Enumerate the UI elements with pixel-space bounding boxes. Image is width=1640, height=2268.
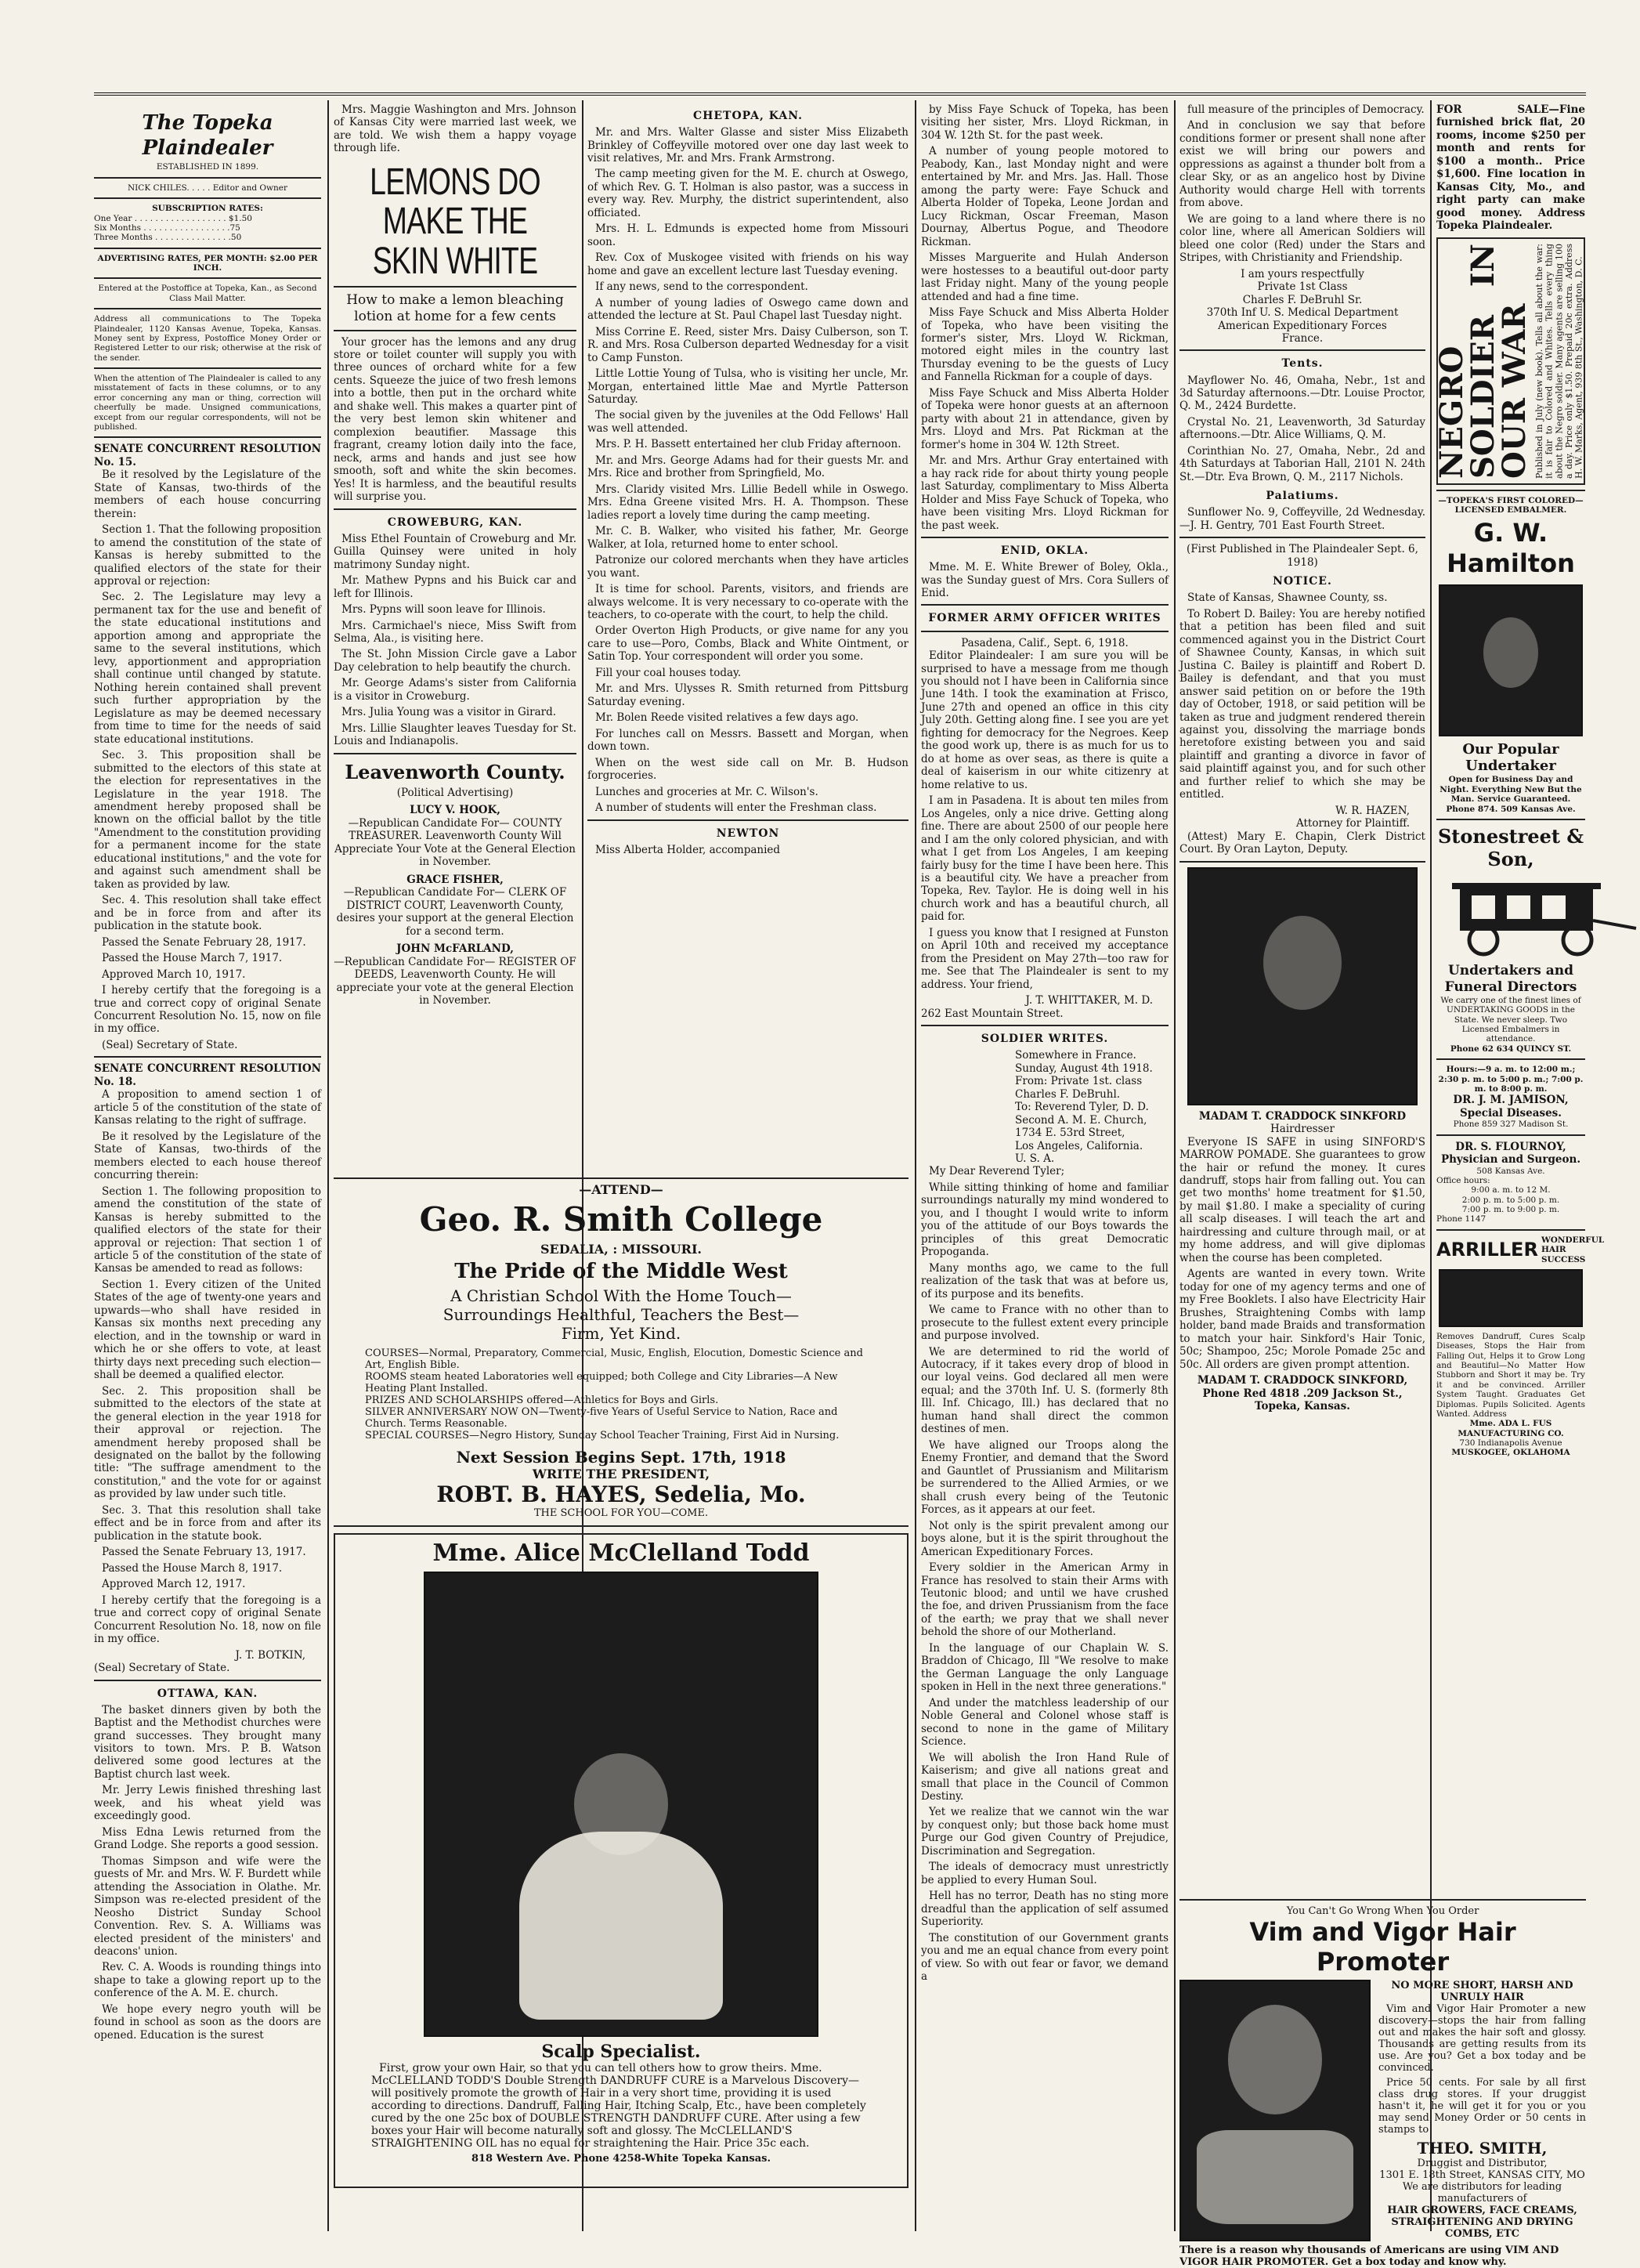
lemons-subhead: How to make a lemon bleaching lotion at home for a few cents <box>346 292 564 324</box>
paragraph: I hereby certify that the foregoing is a true and correct copy of original Senate Concurrent Resolution No. 18, now on file in my office. <box>94 1593 321 1646</box>
paragraph: In the language of our Chaplain W. S. Braddon of Chicago, Ill "We resolve to make the German Language the only Language spoken in Hell in the next three generations." <box>921 1641 1169 1694</box>
tents-head: Tents. <box>1281 357 1324 371</box>
sinkford-signature: MADAM T. CRADDOCK SINKFORD, <box>1197 1374 1408 1387</box>
soldier-head: SOLDIER WRITES. <box>981 1033 1109 1046</box>
sinkford-role: Hairdresser <box>1270 1123 1335 1136</box>
candidate-name: GRACE FISHER, <box>406 873 504 886</box>
signature-line: Private 1st Class <box>1257 280 1348 294</box>
paragraph: Mr. Mathew Pypns and his Buick car and left for Illinois. <box>334 574 576 600</box>
column-rule <box>327 100 329 2231</box>
arriller-address: 730 Indianapolis Avenue <box>1459 1438 1562 1449</box>
signature: W. R. HAZEN, <box>1335 804 1410 817</box>
college-tagline: Firm, Yet Kind. <box>561 1324 681 1343</box>
vim-distributor-address: 1301 E. 18th Street, KANSAS CITY, MO <box>1379 2169 1585 2181</box>
paragraph: Many months ago, we came to the full realization of the task that was at before us, of its purpose and its benefits. <box>921 1261 1169 1300</box>
hamilton-name: G. W. Hamilton <box>1447 518 1575 579</box>
signature-line: I am yours respectfully <box>1241 267 1364 280</box>
college-tagline: A Christian School With the Home Touch— <box>450 1286 792 1305</box>
paragraph: Lunches and groceries at Mr. C. Wilson's. <box>595 785 818 798</box>
newspaper-page <box>94 92 1605 2268</box>
paragraph: Sec. 3. That this resolution shall take effect and be in force from and after its publication in the statute book. <box>94 1503 321 1543</box>
jamison-sub: Special Diseases. <box>1460 1106 1562 1120</box>
leavenworth-sub: (Political Advertising) <box>396 786 514 799</box>
paragraph: Agents are wanted in every town. Write today for one of my agency terms and one of my Free Booklets. I also have Electricity Hair Brushes, Straightening Combs with lamp holder, band made Braids and transformation to match your hair. Sinkford's Hair Tonic, 50c; Shampoo, 25c; Morole Pomade 25c and 50c. All orders are given prompt attention. <box>1179 1268 1425 1371</box>
sinkford-caption: MADAM T. CRADDOCK SINKFORD <box>1198 1109 1407 1123</box>
stonestreet-title: Undertakers and Funeral Directors <box>1444 963 1577 996</box>
paragraph: Your grocer has the lemons and any drug store or toilet counter will supply you with three ounces of orchard white for a few cents. Squeeze the juice of two fresh lemons into a bottle, then put in the orchard white and shake well. This makes a quarter pint of the very best lemon skin whitener and complexion beautifier. Massage this fragrant, creamy lotion daily into the face, neck, arms and hands and just see how smooth, soft and white the skin becomes. Yes! It is harmless, and the beautiful results will surprise you. <box>334 335 576 504</box>
column-2 <box>334 103 576 1166</box>
paragraph: Misses Marguerite and Hulah Anderson were hostesses to a beautiful out-door party last Friday night. Many of the young people attended and had a fine time. <box>921 251 1169 303</box>
paragraph: by Miss Faye Schuck of Topeka, has been visiting her sister, Mrs. Lloyd Rickman, in 304 W. 12th St. for the past week. <box>921 103 1169 142</box>
signature-line: 370th Inf U. S. Medical Department <box>1206 306 1399 320</box>
paragraph: When on the west side call on Mr. B. Hudson forgroceries. <box>587 756 909 783</box>
paragraph: Passed the House March 8, 1917. <box>102 1561 283 1575</box>
soldier-address <box>921 1049 1169 1165</box>
attention-note: When the attention of The Plaindealer is called to any misstatement of facts in these columns, or to any error concerning any man or thing, correction will cheerfully be made. Unsigned communications, except from our regular correspondents, will not be published. <box>94 374 321 432</box>
chetopa-head: CHETOPA, KAN. <box>692 110 803 122</box>
leavenworth-head: Leavenworth County. <box>345 760 565 783</box>
college-details <box>334 1347 909 1441</box>
portrait-dress <box>519 1832 723 2020</box>
paragraph: Miss Ethel Fountain of Croweburg and Mr. Guilla Quinsey were united in holy matrimony Sunday night. <box>334 532 576 571</box>
paragraph: We are going to a land where there is no color line, where all American Soldiers will bleed one color (Red) under the Stars and Stripes, with Christianity and Friendship. <box>1179 212 1425 265</box>
paragraph: Corinthian No. 27, Omaha, Nebr., 2d and 4th Saturdays at Taborian Hall, 2101 N. 24th St.—Dtr. Eva Brown, Q. M., 2117 Nichols. <box>1179 444 1425 483</box>
detail-line: SPECIAL COURSES—Negro History, Sunday School Teacher Training, First Aid in Nursing. <box>365 1430 840 1441</box>
paragraph: We hope every negro youth will be found in school as soon as the doors are opened. Education is the surest <box>94 2002 321 2042</box>
top-rule <box>94 92 1586 96</box>
paragraph: Mrs. Pypns will soon leave for Illinois. <box>341 603 546 617</box>
paragraph: Thomas Simpson and wife were the guests of Mr. and Mrs. W. F. Burdett while attending the Association in Olathe. Mr. Simpson was re-elected president of the Neosho District Sunday School Convention. Rev. S. A. Williams was elected president of the ministers' and deacons' union. <box>94 1854 321 1959</box>
jamison-phone: Phone 859 327 Madison St. <box>1453 1120 1569 1130</box>
resolution-18-head: SENATE CONCURRENT RESOLUTION No. 18. <box>94 1062 321 1088</box>
paragraph: Passed the Senate February 28, 1917. <box>102 935 306 949</box>
vim-sub: NO MORE SHORT, HARSH AND UNRULY HAIR <box>1391 1980 1573 2003</box>
paragraph: Mrs. Julia Young was a visitor in Girard. <box>341 706 557 719</box>
detail-line: PRIZES AND SCHOLARSHIPS offered—Athletics for Boys and Girls. <box>365 1394 719 1406</box>
paragraph: Mr. and Mrs. Walter Glasse and sister Miss Elizabeth Brinkley of Coffeyville motored over one day last week to visit relatives, Mr. and Mrs. Frank Armstrong. <box>587 126 909 165</box>
paragraph: Editor Plaindealer: I am sure you will be surprised to have a message from me though you should not I have been in California since June 14th. I took the examination at Frisco, June 27th and opened an office in this city July 20th. Getting along fine. I see you are yet fighting for democracy for the Negroes. Keep the good work up, there is as much for us to do at home as over seas, as there is quite a deal of kaiserism in our white citizenry at home relative to us. <box>921 649 1169 791</box>
vim-name: Vim and Vigor Hair Promoter <box>1249 1917 1516 1977</box>
college-tagline: Surroundings Healthful, Teachers the Best— <box>443 1305 800 1324</box>
undertaker-phone: Phone 874. 509 Kansas Ave. <box>1446 804 1576 814</box>
session-line: Next Session Begins Sept. 17th, 1918 <box>456 1448 786 1467</box>
detail-line: SILVER ANNIVERSARY NOW ON—Twenty-five Years of Useful Service to Nation, Race and Church. Terms Reasonable. <box>365 1406 838 1430</box>
masthead-established: ESTABLISHED IN 1899. <box>156 162 259 172</box>
embalmer-label: —TOPEKA'S FIRST COLORED— LICENSED EMBALMER. <box>1438 495 1584 515</box>
paragraph: I am in Pasadena. It is about ten miles from Los Angeles, only a nice drive. Getting along fine. There are about 2500 of our people here and I am the only colored physician, and with what I get from Los Angeles, I am keeping fairly busy for the time I have been here. This is a beautiful city. We have a preacher from Topeka, Rev. Taylor. He is doing well in his church work and has a beautiful church, all paid for. <box>921 794 1169 924</box>
paragraph: Mme. M. E. White Brewer of Boley, Okla., was the Sunday guest of Mrs. Cora Sullers of Enid. <box>921 561 1169 600</box>
portrait-face <box>1263 916 1342 1010</box>
detail-line: ROOMS steam heated Laboratories well equipped; both College and City Libraries—A New Heating Plant Installed. <box>365 1371 838 1394</box>
college-place: SEDALIA, : MISSOURI. <box>540 1242 702 1257</box>
column-4 <box>921 103 1169 2231</box>
paragraph: Miss Faye Schuck and Miss Alberta Holder of Topeka were honor guests at an afternoon party with about 21 in attendance, given by Mrs. Lloyd and Mrs. Pat Rickman at the former's home in 304 W. 12th Street. <box>921 386 1169 451</box>
address-line: Charles F. DeBruhl. <box>1015 1087 1121 1101</box>
candidate-text: —Republican Candidate For— CLERK OF DISTRICT COURT, Leavenworth County, desires your support at the general Election for a second term. <box>336 886 574 938</box>
paragraph: Hell has no terror, Death has no sting more dreadful than the application of self assumed Superiority. <box>921 1890 1169 1929</box>
signature: J. T. BOTKIN, <box>235 1648 305 1662</box>
signature: (Seal) Secretary of State. <box>94 1662 230 1675</box>
paragraph: A number of young ladies of Oswego came down and attended the lecture at St. Paul Chapel last Tuesday night. <box>587 296 909 323</box>
paragraph: Mr. George Adams's sister from California is a visitor in Croweburg. <box>334 677 576 703</box>
paragraph: Mr. Bolen Reede visited relatives a few days ago. <box>595 711 859 725</box>
arriller-image <box>1439 1269 1583 1327</box>
paragraph: The basket dinners given by both the Baptist and the Methodist churches were grand successes. They brought many visitors to town. Mrs. P. B. Watson delivered some good lectures at the Baptist church last week. <box>94 1703 321 1781</box>
todd-name: Mme. Alice McClelland Todd <box>432 1539 810 1567</box>
notice-head: NOTICE. <box>1273 575 1332 588</box>
todd-address: 818 Western Ave. Phone 4258-White Topeka Kansas. <box>471 2153 771 2165</box>
arriller-name: ARRILLER <box>1436 1238 1538 1261</box>
sinkford-city: Topeka, Kansas. <box>1255 1399 1350 1413</box>
paragraph: State of Kansas, Shawnee County, ss. <box>1187 591 1388 605</box>
paragraph: I guess you know that I resigned at Funston on April 10th and received my acceptance from the President on May 27th—too raw for me. See that The Plaindealer is sent to my address. Your friend, <box>921 926 1169 991</box>
advertising-rates: ADVERTISING RATES, PER MONTH: $2.00 PER INCH. <box>97 253 318 273</box>
paragraph: Sec. 4. This resolution shall take effect and be in force from and after its publication in the statute book. <box>94 894 321 933</box>
candidate-text: —Republican Candidate For— REGISTER OF DEEDS, Leavenworth County. He will appreciate your vote at the general Election in November. <box>334 955 576 1007</box>
arriller-text: Removes Dandruff, Cures Scalp Diseases, Stops the Hair from Falling Out, Helps it to Grow Long and Beautiful—No Matter How Stubborn and Short it may be. Try it and be convinced. Arriller System Taught. Graduates Get Diplomas. Pupils Solicited. Agents Wanted. Address <box>1436 1331 1585 1419</box>
negro-soldier-ad <box>1433 237 1585 485</box>
paragraph: We came to France with no other than to prosecute to the fullest extent every principle and purpose involved. <box>921 1304 1169 1343</box>
paragraph: To Robert D. Bailey: You are hereby notified that a petition has been filed and suit commenced against you in the District Court of Shawnee County, Kansas, in which suit Justina C. Bailey is plaintiff and Robert D. Bailey is defendant, and that you must answer said petition on or before the 19th day of October, 1918, or said petition will be taken as true and judgment rendered therein against you, dissolving the marriage bonds heretofore existing between you and said plaintiff and granting a divorce in favor of said plaintiff against you, and for such other and further relief to which she may be entitled. <box>1179 607 1425 801</box>
hamilton-portrait <box>1439 584 1583 736</box>
address-line: Second A. M. E. Church, <box>1015 1113 1147 1127</box>
rate-line: One Year . . . . . . . . . . . . . . . . . . $1.50 <box>94 213 252 223</box>
paragraph: The St. John Mission Circle gave a Labor Day celebration to help beautify the church. <box>334 648 576 674</box>
paragraph: Crystal No. 21, Leavenworth, 3d Saturday afternoons.—Dtr. Alice Williams, Q. M. <box>1179 415 1425 442</box>
paragraph: Mr. and Mrs. George Adams had for their guests Mr. and Mrs. Rice and brother from Springfield, Mo. <box>587 454 909 480</box>
column-6 <box>1433 103 1605 1886</box>
address-line: U. S. A. <box>1015 1152 1055 1165</box>
address-line: From: Private 1st. class <box>1015 1075 1143 1088</box>
paragraph: Fill your coal houses today. <box>595 666 742 679</box>
hours-line: 2:00 p. m. to 5:00 p. m. <box>1461 1195 1560 1205</box>
paragraph: Mayflower No. 46, Omaha, Nebr., 1st and 3d Saturday afternoons.—Dtr. Louise Proctor, Q. M., 2424 Burdette. <box>1179 374 1425 413</box>
undertaker-info: Open for Business Day and Night. Everything New But the Man. Service Guaranteed. <box>1440 775 1582 805</box>
vim-body <box>1179 1980 1586 2241</box>
masthead-editor: NICK CHILES. . . . . Editor and Owner <box>127 183 288 193</box>
candidate-text: —Republican Candidate For— COUNTY TREASURER. Leavenworth County Will Appreciate Your Vote at the General Election in November. <box>334 816 576 869</box>
enid-head: ENID, OKLA. <box>1000 544 1089 557</box>
arriller-city: MUSKOGEE, OKLAHOMA <box>1451 1448 1570 1458</box>
paragraph: Be it resolved by the Legislature of the State of Kansas, two-thirds of the members elected to each house thereof concurring therein: <box>94 1130 321 1182</box>
column-rule <box>915 100 916 2231</box>
president-line: ROBT. B. HAYES, Sedelia, Mo. <box>436 1481 806 1507</box>
subscription-head: SUBSCRIPTION RATES: <box>152 204 263 214</box>
flournoy-name: DR. S. FLOURNOY, <box>1455 1140 1566 1153</box>
paragraph: My Dear Reverend Tyler; <box>929 1165 1065 1178</box>
paragraph: Mrs. Maggie Washington and Mrs. Johnson of Kansas City were married last week, we are told. We wish them a happy voyage through life. <box>334 103 576 155</box>
paragraph: Miss Alberta Holder, accompanied <box>595 843 781 856</box>
for-sale-ad: FOR SALE—Fine furnished brick flat, 20 rooms, income $250 per month and rents for $100 a month.. Price $1,600. Fine location in Kansas City, Mo., and right party can make good money. Address Topeka Plaindealer. <box>1436 103 1585 233</box>
vim-illustration <box>1179 1980 1371 2241</box>
stonestreet-name: Stonestreet & Son, <box>1437 824 1584 871</box>
hours-line: 7:00 p. m. to 9:00 p. m. <box>1461 1205 1560 1215</box>
paragraph: Mr. C. B. Walker, who visited his father, Mr. George Walker, at Iola, returned home to enter school. <box>587 525 909 551</box>
vim-manufacturers: We are distributors for leading manufacturers of <box>1402 2181 1562 2205</box>
hours-line: Office hours: <box>1436 1175 1490 1185</box>
paragraph: Mrs. Lillie Slaughter leaves Tuesday for St. Louis and Indianapolis. <box>334 722 576 748</box>
paragraph: Everyone IS SAFE in using SINFORD'S MARROW POMADE. She guarantees to grow the hair or refund the money. It cures dandruff, stops hair from falling out. You can get two months' home treatment for $1.50, by mail $1.80. I make a speciality of curing all scalp diseases. I will teach the art and hairdressing and culture through mail, or at my home address, and will give diplomas when the course has been completed. <box>1179 1135 1425 1264</box>
paragraph: I hereby certify that the foregoing is a true and correct copy of original Senate Concurrent Resolution No. 15, now on file in my office. <box>94 984 321 1036</box>
paragraph: Sec. 2. The Legislature may levy a permanent tax for the use and benefit of the state educational institutions and apportion among and appropriate the same to the several institutions, which levy, apportionment and appropriation shall continue until changed by statute. Nothing herein contained shall prevent such further appropriation by the Legislature as may be deemed necessary from time to time for the needs of said state educational institutions. <box>94 591 321 746</box>
hearse-icon <box>1436 874 1640 960</box>
portrait-face <box>574 1753 668 1855</box>
address-note: Address all communications to The Topeka Plaindealer, 1120 Kansas Avenue, Topeka, Kansas. Money sent by Express, Postoffice Money Order or Registered Letter to our risk; otherwise at the risk of the sender. <box>94 314 321 363</box>
signature-line: France. <box>1281 331 1324 345</box>
paragraph: (Attest) Mary E. Chapin, Clerk District Court. By Oran Layton, Deputy. <box>1179 830 1425 856</box>
paragraph: Section 1. The following proposition to amend the constitution of the state of Kansas is hereby submitted to the qualified electors of the state for their approval or rejection: That section 1 of article 5 of the constitution of the state of Kansas be amended to read as follows: <box>94 1185 321 1275</box>
paragraph: Order Overton High Products, or give name for any you care to use—Poro, Combs, Black and White Ointment, or Satin Top. Your correspondent will order you some. <box>587 624 909 664</box>
column-rule <box>1174 100 1176 2231</box>
rate-line: Three Months . . . . . . . . . . . . . . .50 <box>94 233 242 243</box>
notice-published: (First Published in The Plaindealer Sept. 6, 1918) <box>1187 543 1418 569</box>
todd-title: Scalp Specialist. <box>541 2042 701 2062</box>
paragraph: Passed the House March 7, 1917. <box>102 952 283 965</box>
paragraph: Rev. Cox of Muskogee visited with friends on his way home and gave an excellent lecture last Tuesday evening. <box>587 251 909 277</box>
undertaker-head: Our Popular Undertaker <box>1462 740 1559 775</box>
newton-head: NEWTON <box>716 827 780 840</box>
flournoy-address: 508 Kansas Ave. <box>1476 1166 1545 1176</box>
army-head: FORMER ARMY OFFICER WRITES <box>928 612 1161 625</box>
vim-text: Vim and Vigor Hair Promoter a new discovery—stops the hair from falling out and makes the hair soft and glossy. Thousands are getting results from its use. Are you? Get a box today and be convinced. <box>1378 2003 1586 2074</box>
todd-ad <box>334 1533 909 2188</box>
paragraph: Mr. and Mrs. Ulysses R. Smith returned from Pittsburg Saturday evening. <box>587 682 909 708</box>
detail-line: COURSES—Normal, Preparatory, Commercial, Music, English, Elocution, Domestic Science and Art, English Bible. <box>365 1347 863 1371</box>
croweburg-head: CROWEBURG, KAN. <box>387 515 523 529</box>
paragraph: Sunflower No. 9, Coffeyville, 2d Wednesday.—J. H. Gentry, 701 East Fourth Street. <box>1179 506 1425 532</box>
signature-address: 262 East Mountain Street. <box>921 1007 1064 1020</box>
arriller-tag: WONDERFUL HAIR SUCCESS <box>1541 1235 1605 1264</box>
address-line: Sunday, August 4th 1918. <box>1015 1062 1153 1075</box>
vim-vigor-ad <box>1179 1894 1586 2268</box>
arriller-maker: Mme. ADA L. FUS MANUFACTURING CO. <box>1458 1419 1564 1438</box>
paragraph: Miss Faye Schuck and Miss Alberta Holder of Topeka, who have been visiting the former's sister, Mrs. Lloyd W. Rickman, motored eight miles in the country last Thursday evening to be the guests of Lucy and Fannella Rickman for a couple of days. <box>921 306 1169 384</box>
masthead-title: The Topeka Plaindealer <box>142 111 273 160</box>
resolution-15-head: SENATE CONCURRENT RESOLUTION No. 15. <box>94 443 321 468</box>
paragraph: And in conclusion we say that before conditions former or present shall none after exist we will bring our powers and oppressions as against a thunder bolt from a clear Sky, or as an angelico host by Divine Authority would charge Hell with torrents from above. <box>1179 119 1425 210</box>
todd-portrait <box>424 1572 818 2037</box>
vim-distributor: THEO. SMITH, <box>1417 2139 1548 2158</box>
portrait-face <box>1228 2005 1322 2114</box>
paragraph: Mrs. Carmichael's niece, Miss Swift from Selma, Ala., is visiting here. <box>334 619 576 645</box>
sinkford-portrait <box>1187 867 1418 1105</box>
signature: Attorney for Plaintiff. <box>1295 817 1410 830</box>
paragraph: Mr. and Mrs. Arthur Gray entertained with a hay rack ride for about thirty young people last Saturday, complimentary to Miss Alberta Holder and Miss Faye Schuck of Topeka, who have been visiting Mrs. Lloyd Rickman for the past week. <box>921 454 1169 532</box>
paragraph: Mr. Jerry Lewis finished threshing last week, and his wheat yield was exceedingly good. <box>94 1784 321 1823</box>
ottawa-head: OTTAWA, KAN. <box>157 1687 258 1700</box>
paragraph: A proposition to amend section 1 of article 5 of the constitution of the state of Kansas relating to the right of suffrage. <box>94 1088 321 1127</box>
paragraph: Every soldier in the American Army in France has resolved to stain their Arms with Teutonic blood; and until we have crushed the foe, and driven Prussianism from the face of the earth; we pray that we shall never behold the shore of our Motherland. <box>921 1561 1169 1639</box>
army-dateline: Pasadena, Calif., Sept. 6, 1918. <box>961 636 1129 649</box>
paragraph: Mrs. H. L. Edmunds is expected home from Missouri soon. <box>587 222 909 248</box>
signature-line: American Expeditionary Forces <box>1218 319 1387 332</box>
negro-soldier-text: Published in July (new book). Tells all about the war: it is fair to Colored and Whites. Tells every thing about the Negro soldier. Many agents are selling 100 a day. Price only $1.50. Prepaid 20c extra. Address H. W. Marks, Agent, 939 8th St., Washington, D. C. <box>1534 243 1584 479</box>
college-ad <box>334 1177 909 2194</box>
paragraph: And under the matchless leadership of our Noble General and Colonel whose staff is second to none in the game of Military Science. <box>921 1696 1169 1749</box>
vim-price: Price 50 cents. For sale by all first class drug stores. If your druggist hasn't it, he will get it for you or you may send Money Order or 50 cents in stamps to <box>1378 2077 1586 2136</box>
stonestreet-info: We carry one of the finest lines of UNDERTAKING GOODS in the State. We never sleep. Two Licensed Embalmers in attendance. <box>1440 995 1581 1044</box>
write-line: WRITE THE PRESIDENT, <box>532 1467 710 1481</box>
paragraph: (Seal) Secretary of State. <box>102 1038 238 1051</box>
lemons-headline: LEMONS DO MAKE THE SKIN WHITE <box>370 161 540 282</box>
jamison-hours: Hours:—9 a. m. to 12:00 m.; 2:30 p. m. to 5:00 p. m.; 7:00 p. m. to 8:00 p. m. <box>1438 1065 1584 1094</box>
address-line: 1734 E. 53rd Street, <box>1015 1127 1125 1140</box>
portrait-dress <box>1197 2130 1353 2224</box>
paragraph: Not only is the spirit prevalent among our boys alone, but it is the spirit throughout the American Expeditionary Forces. <box>921 1519 1169 1558</box>
vim-text-block <box>1378 1980 1586 2241</box>
paragraph: While sitting thinking of home and familiar surroundings naturally my mind wondered to you, and I thought I would write to inform you of the attitude of our Boys towards the principles of this great Democratic Propoganda. <box>921 1181 1169 1259</box>
portrait-face <box>1483 617 1538 688</box>
column-1 <box>94 103 321 2231</box>
paragraph: A number of young people motored to Peabody, Kan., last Monday night and were entertained by Mr. and Mrs. Jas. Hall. Those among the party were: Faye Schuck and Alberta Holder of Topeka, Leone Jordan and Lucy Rickman, Oscar Freeman, Mason Dournay, Albertus Pogue, and Theodore Rickman. <box>921 145 1169 248</box>
paragraph: Mrs. P. H. Bassett entertained her club Friday afternoon. <box>595 438 901 451</box>
column-3 <box>587 103 909 1166</box>
paragraph: The social given by the juveniles at the Odd Fellows' Hall was well attended. <box>587 409 909 435</box>
address-line: Los Angeles, California. <box>1015 1139 1143 1152</box>
paragraph: Rev. C. A. Woods is rounding things into shape to take a glowing report up to the conference of the A. M. E. church. <box>94 1961 321 2000</box>
arriller-heading <box>1436 1235 1605 1264</box>
paragraph: The camp meeting given for the M. E. church at Oswego, of which Rev. G. T. Holman is also pastor, was a success in every way. Rev. Murphy, the district superintendent, also officiated. <box>587 168 909 219</box>
palatiums-head: Palatiums. <box>1266 490 1339 503</box>
signature-line: Charles F. DeBruhl Sr. <box>1242 293 1363 306</box>
address-line: Somewhere in France. <box>1015 1049 1136 1062</box>
paragraph: If any news, send to the correspondent. <box>595 280 808 294</box>
vim-footer: There is a reason why thousands of Americans are using VIM AND VIGOR HAIR PROMOTER. Get a box today and know why. <box>1179 2244 1559 2268</box>
paragraph: It is time for school. Parents, visitors, and friends are always welcome. It is very necessary to co-operate with the teachers, to co-operate with the court, to help the child. <box>587 583 909 622</box>
college-name: Geo. R. Smith College <box>419 1200 823 1239</box>
paragraph: We are determined to rid the world of Autocracy, if it takes every drop of blood in our loyal veins. God declared all men were equal; and the 370th Inf. U. S. (formerly 8th Ill. Inf. Chicago, Ill.) has declared that no human hand shall direct the common destines of men. <box>921 1345 1169 1436</box>
college-motto: THE SCHOOL FOR YOU—COME. <box>533 1507 709 1519</box>
flournoy-sub: Physician and Surgeon. <box>1440 1153 1581 1167</box>
paragraph: Sec. 3. This proposition shall be submitted to the electors of this state at the election for representatives in the Legislature in the year 1918. The amendment hereby proposed shall be known on the official ballot by the title "Amendment to the constitution providing for a permanent income for the state educational institutions," and the vote for and against such amendment shall be taken as provided by law. <box>94 749 321 891</box>
paragraph: Be it resolved by the Legislature of the State of Kansas, two-thirds of the members of each house concurring therein: <box>94 468 321 520</box>
todd-body: First, grow your own Hair, so that you can tell others how to grow theirs. Mme. McCLELLAND TODD'S Double Strength DANDRUFF CURE is a Marvelous Discovery—will positively promote the growth of Hair in a very short time, providing it is used according to directions. Dandruff, Falling Hair, Itching Scalp, Etc., have been completely cured by the one 25c box of DOUBLE STRENGTH DANDRUFF CURE. After using a few boxes your Hair will become naturally soft and glossy. The McCLELLAND'S STRAIGHTENING OIL has no equal for straightening the Hair. Price 35c each. <box>371 2062 866 2150</box>
paragraph: full measure of the principles of Democracy. <box>1187 103 1425 116</box>
paragraph: A number of students will enter the Freshman class. <box>595 801 877 815</box>
paragraph: Miss Corrine E. Reed, sister Mrs. Daisy Culberson, son T. R. and Mrs. Rosa Culberson departed Wednesday for a visit to Camp Funston. <box>587 325 909 364</box>
entered-note: Entered at the Postoffice at Topeka, Kan., as Second Class Mail Matter. <box>98 284 317 303</box>
vim-distributor-sub: Druggist and Distributor, <box>1417 2158 1548 2169</box>
paragraph: Patronize our colored merchants when they have articles you want. <box>587 554 909 580</box>
paragraph: The ideals of democracy must unrestrictly be applied to every Human Soul. <box>921 1861 1169 1886</box>
jamison-name: DR. J. M. JAMISON, <box>1453 1094 1569 1107</box>
paragraph: The constitution of our Government grants you and me an equal chance from every point of view. So with out fear or favor, we demand a <box>921 1931 1169 1984</box>
paragraph: Approved March 12, 1917. <box>102 1578 246 1591</box>
flournoy-phone: Phone 1147 <box>1436 1214 1486 1224</box>
rate-line: Six Months . . . . . . . . . . . . . . . . .75 <box>94 222 240 233</box>
candidate-name: LUCY V. HOOK, <box>410 804 500 817</box>
paragraph: Mrs. Claridy visited Mrs. Lillie Bedell while in Oswego. Mrs. Edna Greene visited Mrs. H. A. Thompson. These ladies report a lovely time during the camp meeting. <box>587 483 909 522</box>
vim-products: HAIR GROWERS, FACE CREAMS, STRAIGHTENING AND DRYING COMBS, ETC <box>1387 2205 1577 2240</box>
signature: J. T. WHITTAKER, M. D. <box>1025 994 1153 1007</box>
paragraph: Section 1. That the following proposition to amend the constitution of the state of Kansas is hereby submitted to the qualified electors of the state for their approval or rejection: <box>94 523 321 588</box>
negro-soldier-title: NEGRO SOLDIER IN OUR WAR <box>1433 243 1533 479</box>
stonestreet-phone: Phone 62 634 QUINCY ST. <box>1450 1044 1572 1054</box>
paragraph: Miss Edna Lewis returned from the Grand Lodge. She reports a good session. <box>94 1825 321 1852</box>
paragraph: We have aligned our Troops along the Enemy Frontier, and demand that the Sword and Gauntlet of Prussianism and Militarism be surrendered to the Allied Armies, or we shall crush every being of the Teutonic Forces, as it appears at our feet. <box>921 1438 1169 1517</box>
address-line: To: Reverend Tyler, D. D. <box>1015 1101 1149 1114</box>
paragraph: Yet we realize that we cannot win the war by conquest only; but those back home must Purge our God given Country of Prejudice, Discrimination and Segregation. <box>921 1806 1169 1857</box>
column-5 <box>1179 103 1425 1886</box>
paragraph: Passed the Senate February 13, 1917. <box>102 1546 306 1559</box>
paragraph: Little Lottie Young of Tulsa, who is visiting her uncle, Mr. Morgan, entertained little Mae and Myrtle Patterson Saturday. <box>587 367 909 406</box>
attend-label: —ATTEND— <box>579 1182 663 1197</box>
candidate-name: JOHN McFARLAND, <box>396 942 514 956</box>
paragraph: Approved March 10, 1917. <box>102 968 246 981</box>
college-pride: The Pride of the Middle West <box>454 1260 788 1283</box>
paragraph: Section 1. Every citizen of the United States of the age of twenty-one years and upwards—who shall have resided in Kansas six months next preceding any election, and in the township or ward in which he or she offers to vote, at least thirty days next preceding such election—shall be deemed a qualified elector. <box>94 1278 321 1382</box>
hours-line: 9:00 a. m. to 12 M. <box>1471 1185 1551 1195</box>
sinkford-phone: Phone Red 4818 .209 Jackson St., <box>1202 1387 1403 1400</box>
paragraph: For lunches call on Messrs. Bassett and Morgan, when down town. <box>587 727 909 754</box>
paragraph: Sec. 2. This proposition shall be submitted to the electors of the state at the general election in the year 1918 for their approval or rejection. The amendment hereby proposed shall be designated on the ballot by the following title: "The suffrage amendment to the constitution," and the vote for or against as provided by law under such title. <box>94 1384 321 1501</box>
vim-top: You Can't Go Wrong When You Order <box>1286 1905 1479 1917</box>
paragraph: We will abolish the Iron Hand Rule of Kaiserism; and give all nations great and small that place in the Council of Common Destiny. <box>921 1751 1169 1803</box>
